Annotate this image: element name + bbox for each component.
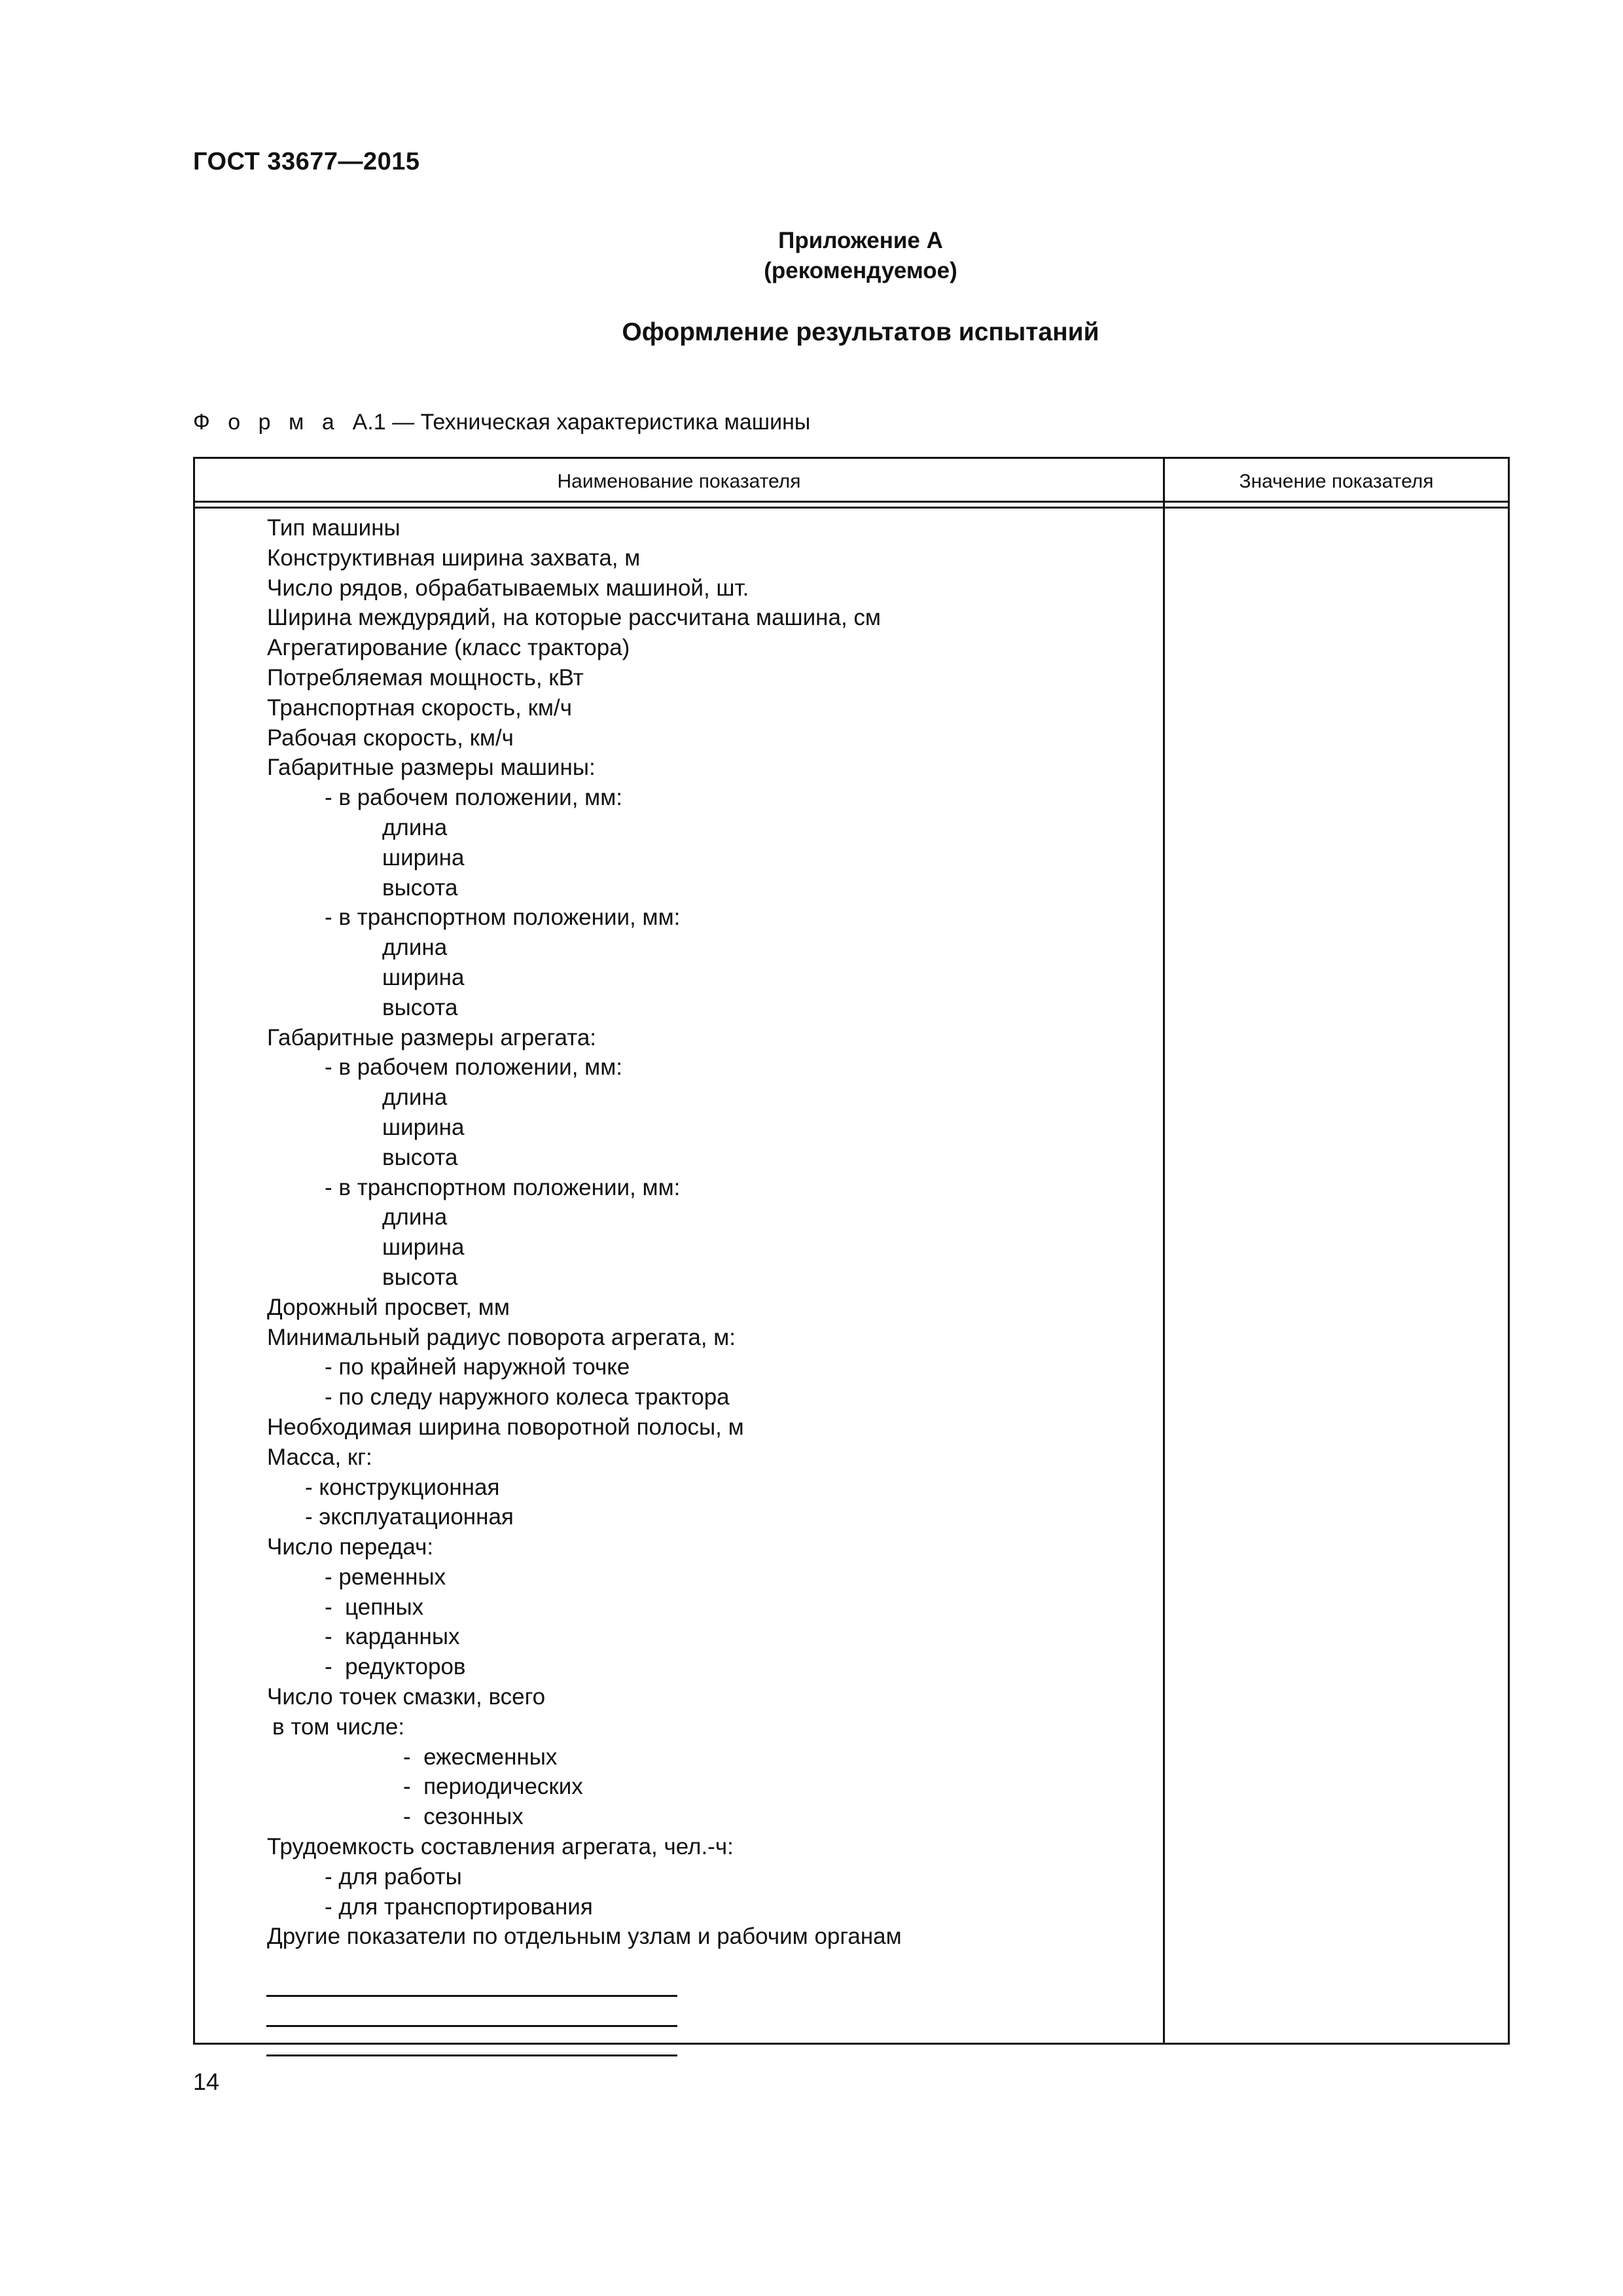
table-row: - периодических (403, 1774, 583, 1800)
table-row: Габаритные размеры машины: (267, 755, 596, 781)
table-row: - конструкционная (305, 1474, 500, 1500)
table-row: Другие показатели по отдельным узлам и рабочим органам (267, 1924, 902, 1950)
table-row: Число рядов, обрабатываемых машиной, шт. (267, 575, 749, 601)
table-row: длина (382, 935, 448, 961)
table-row: в том числе: (272, 1713, 405, 1740)
table-row: Минимальный радиус поворота агрегата, м: (267, 1324, 736, 1350)
table-row: - по крайней наружной точке (325, 1354, 630, 1380)
table-row: высота (382, 1144, 458, 1170)
table-row: - для работы (325, 1863, 462, 1890)
table-row: Агрегатирование (класс трактора) (267, 635, 630, 661)
table-row: ширина (382, 1114, 465, 1140)
table-row: - ежесменных (403, 1744, 558, 1770)
table-row: - в транспортном положении, мм: (325, 905, 681, 931)
table-row: Необходимая ширина поворотной полосы, м (267, 1414, 744, 1440)
table-row: высота (382, 874, 458, 901)
table-row: Габаритные размеры агрегата: (267, 1024, 597, 1050)
column-header-indicator-value: Значение показателя (1239, 471, 1434, 492)
table-row: Транспортная скорость, км/ч (267, 694, 572, 721)
table-row: Ширина междурядий, на которые рассчитана машина, см (267, 605, 881, 631)
table-row: Число передач: (267, 1534, 434, 1560)
table-row: - в транспортном положении, мм: (325, 1174, 681, 1200)
table-row: Тип машины (267, 515, 401, 541)
table-row: длина (382, 1204, 448, 1230)
form-caption-label: Ф о р м а (193, 410, 340, 435)
table-row: длина (382, 1085, 448, 1111)
table-row: Трудоемкость составления агрегата, чел.-ч: (267, 1834, 734, 1860)
table-row: - в рабочем положении, мм: (325, 1054, 622, 1081)
annex-subtitle: (рекомендуемое) (764, 258, 957, 283)
document-header: ГОСТ 33677—2015 (193, 148, 420, 175)
table-row: - ременных (325, 1564, 446, 1590)
table-row: Конструктивная ширина захвата, м (267, 545, 641, 571)
table-row: Дорожный просвет, мм (267, 1294, 510, 1320)
table-row: Потребляемая мощность, кВт (267, 664, 584, 691)
column-header-indicator-name: Наименование показателя (557, 471, 801, 492)
page-number: 14 (193, 2068, 220, 2095)
table-row: ширина (382, 964, 465, 990)
table-row: ширина (382, 844, 465, 870)
table-row: - для транспортирования (325, 1893, 593, 1920)
table-row: длина (382, 814, 448, 840)
form-caption-text: А.1 — Техническая характеристика машины (340, 410, 811, 435)
table-row: - редукторов (325, 1654, 466, 1680)
table-row: ширина (382, 1234, 465, 1261)
table-row: высота (382, 994, 458, 1020)
table-row: Масса, кг: (267, 1444, 372, 1470)
table-row: - эксплуатационная (305, 1504, 514, 1530)
section-title: Оформление результатов испытаний (622, 318, 1099, 346)
blank-fill-line (266, 2054, 677, 2056)
form-caption (193, 410, 810, 435)
table-row: - в рабочем положении, мм: (325, 785, 622, 811)
indicator-list (267, 513, 1157, 1952)
table-row: - цепных (325, 1594, 424, 1620)
blank-fill-line (266, 2025, 677, 2027)
annex-title: Приложение А (778, 228, 943, 253)
table-row: - по следу наружного колеса трактора (325, 1384, 730, 1410)
table-row: высота (382, 1264, 458, 1290)
table-row: Рабочая скорость, км/ч (267, 725, 514, 751)
table-header-rule-bottom (193, 507, 1510, 509)
blank-fill-line (266, 1995, 677, 1997)
table-row: - сезонных (403, 1804, 524, 1830)
table-column-divider (1163, 457, 1165, 2045)
table-row: - карданных (325, 1624, 460, 1650)
table-row: Число точек смазки, всего (267, 1684, 546, 1710)
table-header-rule-top (193, 501, 1510, 503)
